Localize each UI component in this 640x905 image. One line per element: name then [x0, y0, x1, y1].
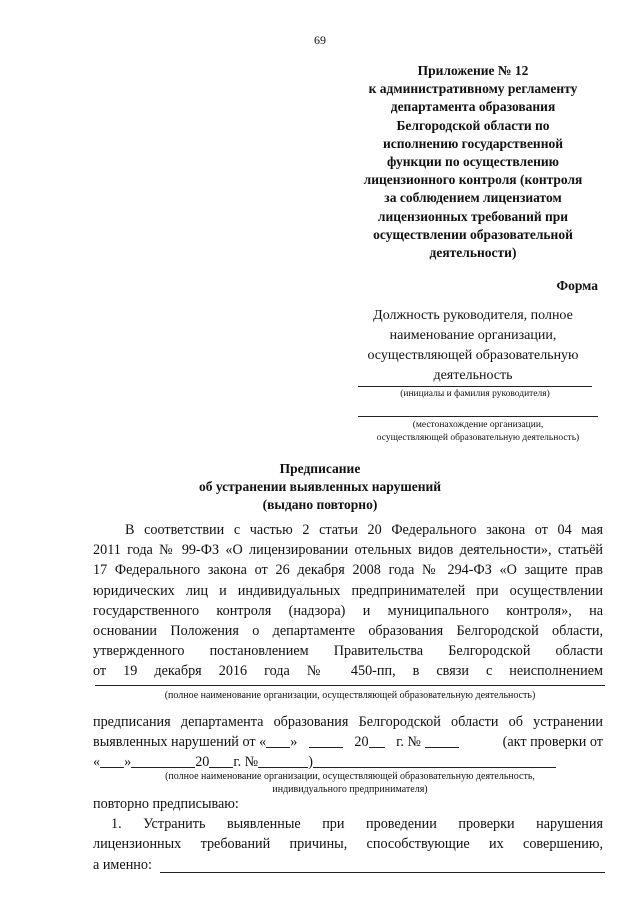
text-line: В соответствии с частью 2 статьи 20 Федерального закона от 04 мая [125, 522, 603, 538]
number-blank [425, 733, 459, 748]
day-blank [100, 753, 124, 768]
title-line: Предписание [279, 461, 361, 476]
annex-line: лицензионных требований при [377, 208, 569, 224]
text-line: 1. Устранить выявленные при проведении проверки нарушения [111, 816, 603, 833]
title-line: (выдано повторно) [262, 497, 378, 512]
annex-line: Приложение № 12 [417, 63, 529, 78]
paragraph-2 [93, 712, 603, 773]
text-line: лицензионных требований причины, способствующие их совершению, [93, 836, 603, 853]
annex-line: департамента образования [390, 99, 556, 115]
annex-heading [348, 62, 598, 262]
text-line: утвержденного постановлением Правительства Белгородской области [93, 643, 603, 660]
annex-line: исполнению государственной [382, 135, 564, 151]
year-blank [369, 733, 385, 748]
addressee-line: деятельность [433, 368, 513, 383]
answer-underline [160, 872, 605, 873]
year-blank [209, 753, 233, 768]
title-line: об устранении выявленных нарушений [198, 479, 442, 494]
day-blank [266, 733, 290, 748]
text-line: 17 Федерального закона от 26 декабря 2008 года № 294-ФЗ «О защите прав [93, 562, 603, 579]
addressee-line: Должность руководителя, полное [373, 308, 573, 323]
text-line: « » 20 г. № ) [93, 752, 603, 772]
name-underline [358, 386, 592, 387]
annex-line: осуществлении образовательной [373, 226, 573, 242]
form-label: Форма [556, 278, 598, 293]
caption-location: осуществляющей образовательную деятельность) [376, 433, 580, 443]
addressee-line: осуществляющей образовательную [367, 348, 579, 363]
text-line: 2011 года № 99-ФЗ «О лицензировании отельных видов деятельности», статьёй [93, 542, 603, 559]
caption-organization: (полное наименование организации, осуществляющей образовательную деятельность) [164, 690, 536, 701]
text-line: повторно предписываю: [93, 796, 239, 812]
organization-underline [95, 685, 605, 686]
paragraph-1 [93, 520, 603, 682]
organization-blank [313, 753, 556, 768]
annex-line: Белгородской области по [396, 117, 550, 133]
addressee-line: наименование организации, [389, 328, 557, 343]
annex-line: функции по осуществлению [387, 154, 559, 170]
caption-location: (местонахождение организации, [412, 420, 544, 430]
document-title [0, 460, 640, 514]
text-line: государственного контроля (надзора) и муниципального контроля», на [93, 602, 603, 619]
month-blank [131, 753, 195, 768]
annex-line: деятельности) [429, 245, 517, 261]
caption-name: (инициалы и фамилия руководителя) [400, 389, 550, 399]
caption-organization-entrepreneur: (полное наименование организации, осуществляющей образовательную деятельность, [165, 771, 535, 782]
text-line: от 19 декабря 2016 года № 450-пп, в связи с неисполнением [93, 663, 603, 680]
page-number: 69 [314, 33, 326, 47]
text-line: предписания департамента образования Белгородской области об устранении [93, 714, 603, 730]
annex-line: лицензионного контроля (контроля [363, 172, 583, 188]
caption-organization-entrepreneur: индивидуального предпринимателя) [272, 784, 428, 795]
annex-line: к административному регламенту [368, 81, 578, 97]
text-line: выявленных нарушений от « » 20 г. № (акт проверки от [93, 734, 603, 751]
addressee-block [348, 306, 598, 386]
prescription [93, 794, 603, 875]
annex-line: за соблюдением лицензиатом [384, 190, 562, 206]
month-blank [309, 733, 343, 748]
number-blank [258, 753, 308, 768]
location-underline [358, 416, 598, 417]
text-line: юридических лиц и индивидуальных предпринимателей при осуществлении [93, 582, 603, 599]
text-line: основании Положения о департаменте образования Белгородской области, [93, 622, 603, 639]
text-line: а именно: [93, 856, 152, 873]
